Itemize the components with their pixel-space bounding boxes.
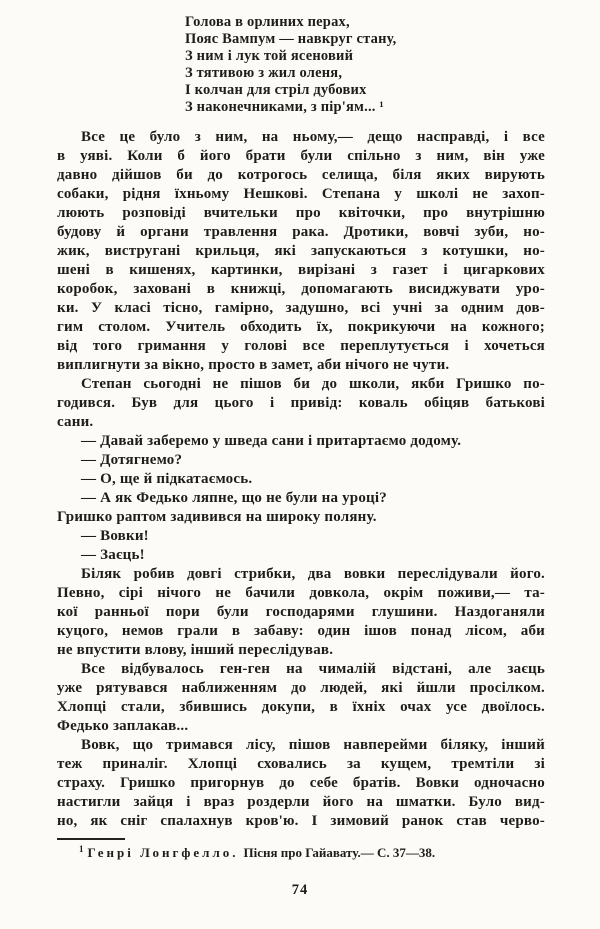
text-line: уже рятувався наближенням до людей, які йшли просілком. [57, 680, 545, 696]
text-line: — О, ще й підкатаємось. [81, 471, 253, 487]
text-line: годився. Був для цього і привід: коваль обіцяв батькові [57, 395, 545, 411]
text-line: люють розповіді вчительки про квіточки, про внутрішню [57, 205, 545, 221]
text-line: ки. У класі тісно, гамірно, задушно, всі учні за одним дов- [57, 300, 545, 316]
text-line: — Заєць! [81, 547, 145, 563]
text-line: теж приналіг. Хлопці сховались за кущем, тремтіли зі [57, 756, 545, 772]
text-line: давно дійшов би до котрогось селища, біля яких вирують [57, 167, 545, 183]
text-line: сани. [57, 414, 94, 430]
text-line: Все це було з ним, на ньому,— дещо насправді, і все [81, 129, 545, 145]
text-line: куцого, немов грали в забаву: один ішов понад лісом, аби [57, 623, 545, 639]
text-line: Біляк робив довгі стрибки, два вовки переслідували його. [81, 566, 545, 582]
text-line: — Дотягнемо? [81, 452, 183, 468]
footnote [57, 845, 545, 861]
text-line: кої ранньої пори були господарями глушини. Наздоганяли [57, 604, 545, 620]
text-line: жик, вистругані крильця, які запускаються з котушки, но- [57, 243, 545, 259]
text-line: Вовк, що тримався лісу, пішов навперейми біляку, інший [81, 737, 545, 753]
text-line: від того гримання у голові все переплутується і хочеться [57, 338, 545, 354]
text-line: собаки, рідня їхньому Нешкові. Степана у школі не захоп- [57, 186, 545, 202]
page-number: 74 [291, 882, 309, 898]
poem-line: З ним і лук той ясеновий [185, 48, 354, 64]
body-text [57, 128, 545, 831]
text-line: шені в кишенях, картинки, вирізані з газет і цигаркових [57, 262, 545, 278]
text-line: не впустити влову, інший переслідував. [57, 642, 334, 658]
footnote-marker: 1 [79, 843, 84, 854]
text-line: Хлопці стали, збившись докупи, в їхніх очах усе двоїлось. [57, 699, 545, 715]
poem-line: З наконечниками, з пір'ям... ¹ [185, 99, 384, 115]
footnote-divider [57, 838, 125, 840]
text-line: страху. Гришко пригорнув до себе братів. Вовки одночасно [57, 775, 545, 791]
poem-line: Пояс Вампум — навкруг стану, [185, 31, 397, 47]
text-line: Все відбувалось ген-ген на чималій відстані, але заєць [81, 661, 545, 677]
text-line: настигли зайця і враз роздерли його на шматки. Було вид- [57, 794, 545, 810]
text-line: Федько заплакав... [57, 718, 189, 734]
text-line: будову й органи травлення рака. Дротики, вовчі зуби, но- [57, 224, 545, 240]
text-line: виплигнути за вікно, просто в замет, аби нічого не чути. [57, 357, 450, 373]
text-line: Гришко раптом задивився на широку поляну. [57, 509, 377, 525]
text-line: гим столом. Учитель обходить їх, покрикуючи на кожного; [57, 319, 545, 335]
text-line: — А як Федько ляпне, що не були на уроці? [81, 490, 387, 506]
poem-block [185, 14, 545, 116]
text-line: — Давай заберемо у шведа сани і притартаємо додому. [81, 433, 462, 449]
text-line: Певно, сірі нічого не бачили довкола, окрім поживи,— та- [57, 585, 545, 601]
text-line: Степан сьогодні не пішов би до школи, якби Гришко по- [81, 376, 545, 392]
footnote-author: Генрі Лонгфелло. [87, 845, 239, 860]
text-line: коробок, заховані в книжці, допомагають висиджувати уро- [57, 281, 545, 297]
text-line: в уяві. Коли б його брати були спільно з ним, він уже [57, 148, 545, 164]
footnote-text: Пісня про Гайавату.— С. 37—38. [243, 845, 436, 860]
poem-line: Голова в орлиних перах, [185, 14, 350, 30]
text-line: — Вовки! [81, 528, 149, 544]
poem-line: І колчан для стріл дубових [185, 82, 367, 98]
poem-line: З тятивою з жил оленя, [185, 65, 343, 81]
text-line: но, як сніг спалахнув кров'ю. І зимовий ранок став черво- [57, 813, 545, 829]
